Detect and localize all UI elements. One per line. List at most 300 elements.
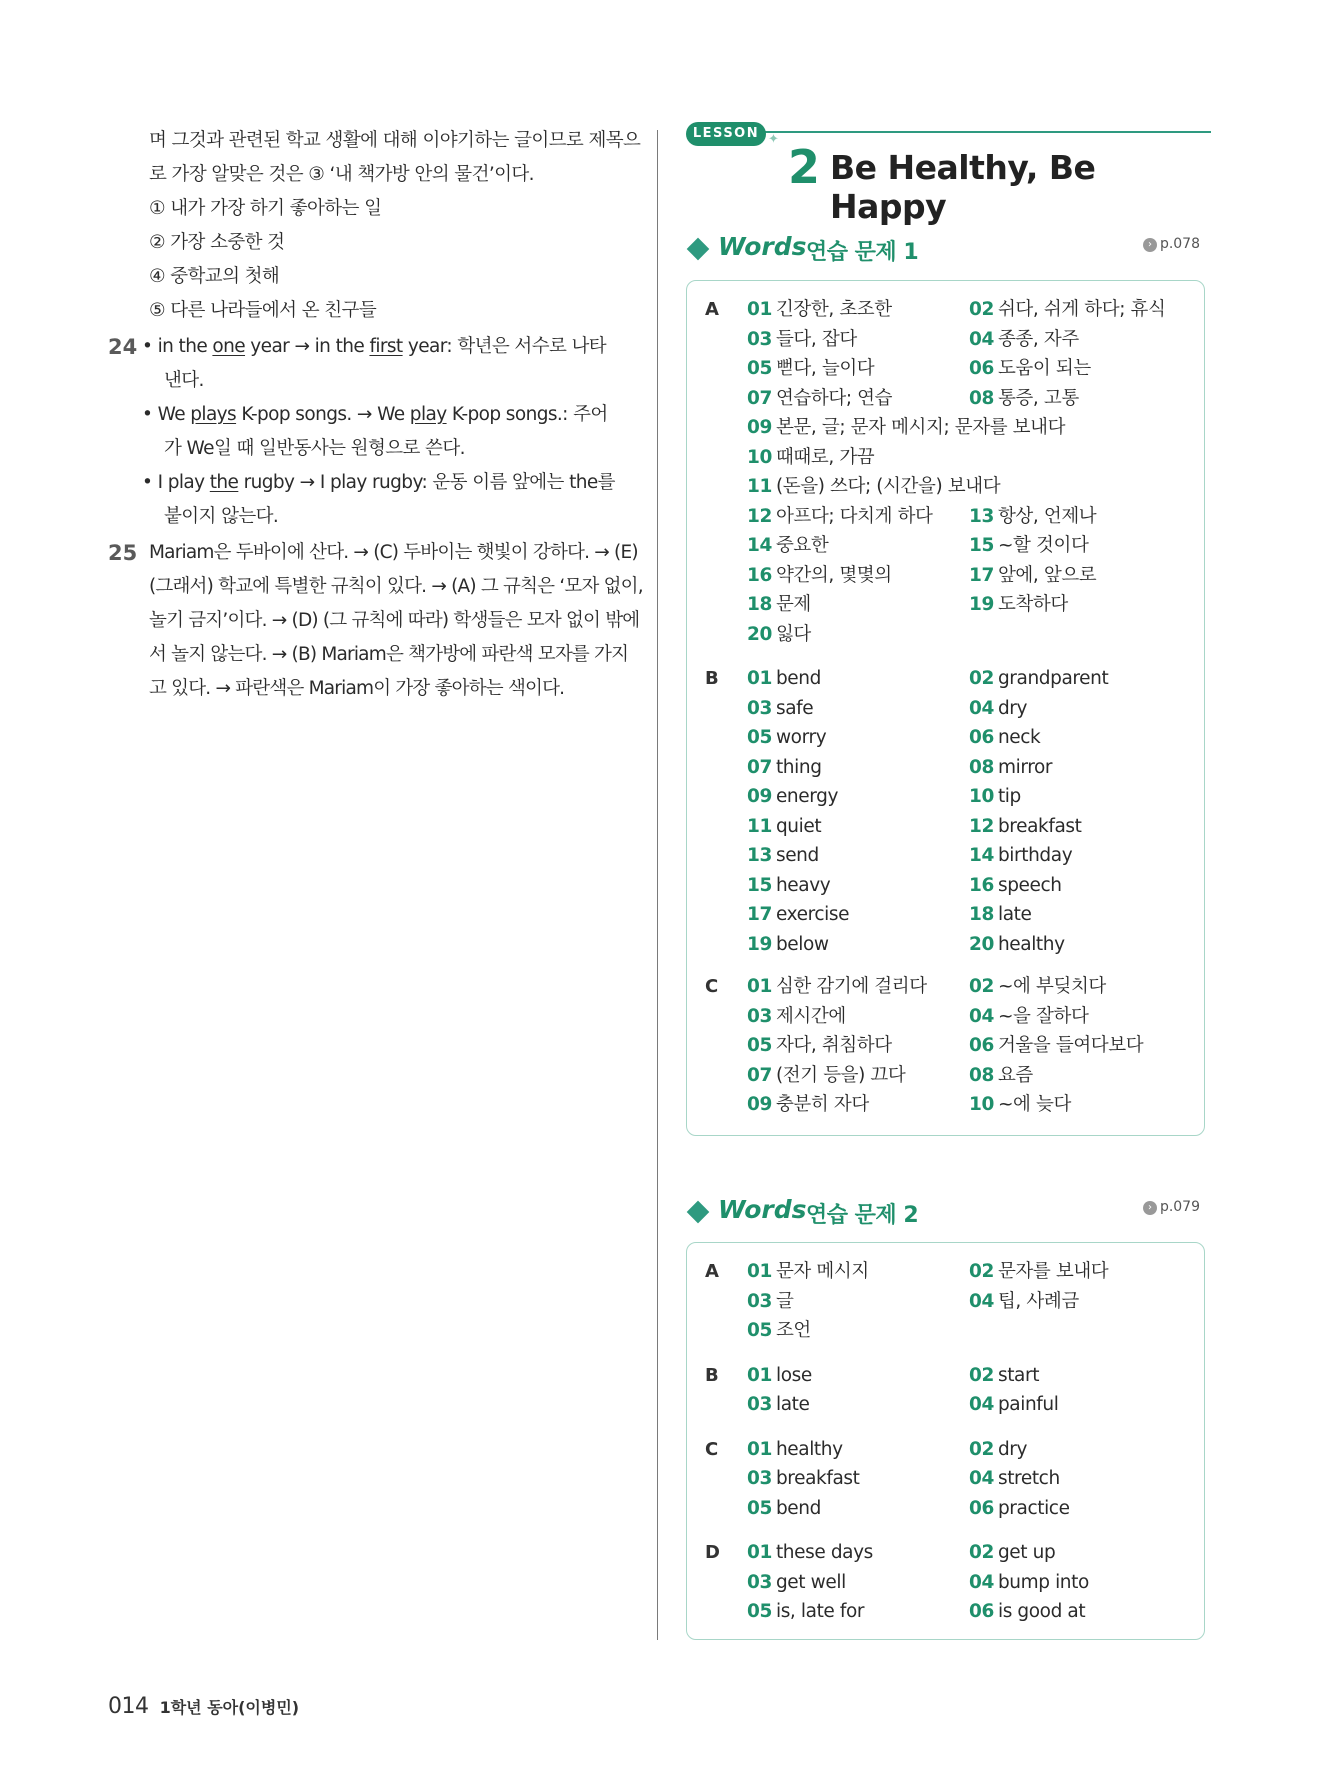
- answer-number: 13: [969, 505, 994, 527]
- answer-item: [747, 1002, 969, 1032]
- answer-item: [969, 871, 1191, 901]
- answer-item: [747, 1031, 969, 1061]
- answer-text: breakfast: [775, 1468, 860, 1489]
- answer-text: 도착하다: [997, 594, 1068, 615]
- answer-text: late: [775, 1394, 810, 1415]
- answer-number: 14: [969, 845, 994, 866]
- question-25: [100, 536, 643, 706]
- text: year → in the: [245, 336, 370, 357]
- answer-item: [969, 384, 1191, 414]
- text: K-pop songs. → We: [236, 404, 410, 425]
- answer-text: 글: [775, 1290, 794, 1312]
- answer-text: lose: [775, 1364, 812, 1386]
- answer-number: 02: [969, 1542, 994, 1563]
- answer-number: 07: [747, 387, 772, 409]
- answer-row: [747, 472, 1204, 502]
- answer-number: 06: [969, 1035, 994, 1056]
- answer-item: [969, 295, 1191, 325]
- answer-text: 종종, 자주: [997, 328, 1079, 350]
- answer-text: ~에 늦다: [997, 1094, 1071, 1115]
- page-ref-text: p.078: [1159, 236, 1200, 252]
- answer-number: 03: [747, 1005, 772, 1027]
- answer-text: practice: [997, 1497, 1070, 1519]
- answer-row: [747, 1464, 1204, 1494]
- answer-number: 06: [969, 1601, 994, 1622]
- answer-row: [747, 1257, 1204, 1287]
- answer-text: 연습하다; 연습: [775, 387, 893, 409]
- answer-number: 09: [747, 417, 772, 438]
- answer-row: [747, 1061, 1204, 1091]
- answer-text: 제시간에: [775, 1005, 846, 1027]
- answer-text: is good at: [997, 1601, 1086, 1622]
- group-label: B: [705, 1364, 719, 1386]
- answer-number: 04: [969, 1290, 994, 1312]
- answer-item: [969, 1361, 1191, 1391]
- answer-number: 12: [747, 505, 772, 527]
- diamond-icon: [687, 1201, 710, 1224]
- answer-text: 뻗다, 늘이다: [775, 358, 875, 379]
- answer-item: [969, 1568, 1191, 1598]
- answer-number: 02: [969, 976, 994, 997]
- answer-number: 13: [747, 845, 772, 866]
- answer-item: [747, 930, 969, 960]
- answer-item: [969, 694, 1191, 724]
- page-ref-text: p.079: [1159, 1199, 1200, 1215]
- text-line: 며 그것과 관련된 학교 생활에 대해 이야기하는 글이므로 제목으: [149, 130, 641, 151]
- answer-text: 약간의, 몇몇의: [775, 564, 892, 586]
- answer-item: [969, 1061, 1191, 1091]
- answer-item: [747, 502, 969, 532]
- answer-item: [969, 561, 1191, 591]
- answer-item: [747, 354, 969, 384]
- answer-item: [969, 753, 1191, 783]
- answer-row: [747, 443, 1204, 473]
- answer-text: 충분히 자다: [775, 1094, 869, 1115]
- column-divider: [657, 130, 658, 1640]
- text: I play: [157, 472, 210, 493]
- answer-item: [747, 1316, 1187, 1346]
- answer-number: 06: [969, 1497, 994, 1519]
- text-continuation: 가 We일 때 일반동사는 원형으로 쓴다.: [164, 438, 465, 459]
- answer-text: is, late for: [775, 1601, 865, 1622]
- answer-item: [747, 664, 969, 694]
- answer-number: 03: [747, 328, 772, 350]
- answer-text: 조언: [775, 1320, 811, 1341]
- answer-item: [747, 723, 969, 753]
- underlined-word: one: [212, 336, 246, 357]
- answer-row: [747, 694, 1204, 724]
- answer-item: [969, 1597, 1191, 1627]
- option-line: ① 내가 가장 하기 좋아하는 일: [149, 198, 382, 219]
- answer-text: thing: [775, 756, 822, 778]
- answer-text: ~을 잘하다: [997, 1005, 1089, 1027]
- answer-number: 04: [969, 1394, 994, 1415]
- answer-item: [747, 753, 969, 783]
- answer-item: [747, 384, 969, 414]
- answer-number: 01: [747, 1438, 772, 1460]
- answer-number: 03: [747, 697, 772, 719]
- answer-item: [747, 620, 1187, 650]
- answer-text: tip: [997, 786, 1021, 807]
- explanation-bullet: [100, 466, 635, 534]
- answer-row: [747, 384, 1204, 414]
- answer-group-C: [687, 1435, 1204, 1524]
- page-reference: [1143, 236, 1200, 252]
- answer-number: 02: [969, 668, 994, 689]
- answer-number: 19: [969, 594, 994, 615]
- text-line: (그래서) 학교에 특별한 규칙이 있다. → (A) 그 규칙은 ‘모자 없이,: [149, 576, 643, 597]
- answer-box-1: [686, 280, 1205, 1136]
- answer-text: 거울을 들여다보다: [997, 1035, 1144, 1056]
- answer-row: [747, 930, 1204, 960]
- bullet-dot: •: [142, 472, 153, 493]
- answer-item: [747, 1287, 969, 1317]
- intro-paragraph: [100, 124, 641, 328]
- answer-row: [747, 1568, 1204, 1598]
- option-line: ② 가장 소중한 것: [149, 232, 285, 253]
- answer-text: bend: [775, 668, 821, 689]
- answer-item: [969, 972, 1191, 1002]
- answer-text: grandparent: [997, 668, 1109, 689]
- answer-item: [747, 1257, 969, 1287]
- answer-item: [747, 1435, 969, 1465]
- answer-item: [969, 325, 1191, 355]
- text-line: Mariam은 두바이에 산다. → (C) 두바이는 햇빛이 강하다. → (E): [149, 542, 638, 563]
- explanation-bullet: [100, 330, 635, 398]
- answer-number: 18: [969, 904, 994, 925]
- answer-item: [969, 1002, 1191, 1032]
- answer-text: worry: [775, 727, 827, 748]
- answer-number: 01: [747, 1261, 772, 1282]
- answer-text: quiet: [775, 815, 822, 837]
- answer-item: [969, 1464, 1191, 1494]
- group-label: D: [705, 1542, 720, 1563]
- answer-text: speech: [997, 874, 1062, 896]
- answer-item: [747, 900, 969, 930]
- answer-number: 01: [747, 976, 772, 997]
- answer-item: [969, 782, 1191, 812]
- section-title-words-2: [686, 1195, 1206, 1231]
- answer-text: 심한 감기에 걸리다: [775, 976, 927, 997]
- answer-number: 09: [747, 1094, 772, 1115]
- option-line: ④ 중학교의 첫해: [149, 266, 280, 287]
- answer-text: start: [997, 1364, 1040, 1386]
- answer-item: [969, 531, 1191, 561]
- underlined-word: first: [369, 336, 403, 357]
- answer-text: 항상, 언제나: [997, 505, 1097, 527]
- answer-item: [969, 1494, 1191, 1524]
- answer-item: [747, 1090, 969, 1120]
- answer-number: 02: [969, 1364, 994, 1386]
- answer-text: 때때로, 가끔: [775, 446, 875, 468]
- answer-number: 02: [969, 1438, 994, 1460]
- answer-row: [747, 531, 1204, 561]
- header-rule: [756, 131, 1211, 133]
- answer-item: [747, 782, 969, 812]
- answer-group-B: [687, 664, 1204, 959]
- answer-row: [747, 1538, 1204, 1568]
- page-reference: [1143, 1199, 1200, 1215]
- lesson-number: 2: [788, 140, 821, 194]
- answer-row: [747, 1597, 1204, 1627]
- answer-number: 01: [747, 1364, 772, 1386]
- answer-item: [747, 295, 969, 325]
- answer-number: 20: [747, 623, 772, 645]
- answer-item: [969, 812, 1191, 842]
- answer-number: 01: [747, 668, 772, 689]
- answer-number: 02: [969, 299, 994, 320]
- answer-number: 08: [969, 387, 994, 409]
- text: year: 학년은 서수로 나타: [402, 336, 607, 357]
- answer-number: 19: [747, 933, 772, 955]
- answer-text: bend: [775, 1497, 821, 1519]
- answer-text: heavy: [775, 874, 831, 896]
- answer-number: 09: [747, 786, 772, 807]
- answer-number: 05: [747, 1035, 772, 1056]
- answer-number: 03: [747, 1290, 772, 1312]
- lesson-title: Be Healthy, Be Happy: [830, 148, 1096, 226]
- text-line: 고 있다. → 파란색은 Mariam이 가장 좋아하는 색이다.: [149, 678, 565, 699]
- diamond-icon: [687, 238, 710, 261]
- bullet-dot: •: [142, 336, 153, 357]
- answer-item: [747, 1361, 969, 1391]
- answer-row: [747, 413, 1204, 443]
- answer-number: 01: [747, 299, 772, 320]
- question-number: 25: [108, 541, 138, 565]
- answer-text: get up: [997, 1542, 1056, 1563]
- underlined-word: the: [209, 472, 239, 493]
- answer-item: [747, 1061, 969, 1091]
- answer-number: 06: [969, 727, 994, 748]
- answer-box-2: [686, 1242, 1205, 1640]
- answer-number: 05: [747, 727, 772, 748]
- answer-item: [747, 325, 969, 355]
- answer-number: 06: [969, 358, 994, 379]
- answer-row: [747, 1361, 1204, 1391]
- answer-row: [747, 1287, 1204, 1317]
- answer-item: [747, 590, 969, 620]
- answer-text: 본문, 글; 문자 메시지; 문자를 보내다: [775, 417, 1066, 438]
- answer-text: 문자를 보내다: [997, 1261, 1109, 1282]
- answer-number: 11: [747, 815, 772, 837]
- answer-text: mirror: [997, 756, 1053, 778]
- answer-number: 14: [747, 535, 772, 556]
- answer-text: 중요한: [775, 535, 829, 556]
- answer-text: dry: [997, 697, 1028, 719]
- answer-number: 11: [747, 476, 772, 497]
- answer-row: [747, 1316, 1204, 1346]
- answer-group-C: [687, 972, 1204, 1120]
- answer-text: 긴장한, 초조한: [775, 299, 892, 320]
- answer-item: [969, 1257, 1191, 1287]
- answer-text: stretch: [997, 1468, 1060, 1489]
- answer-text: late: [997, 904, 1032, 925]
- answer-text: energy: [775, 786, 839, 807]
- answer-number: 04: [969, 1468, 994, 1489]
- answer-text: birthday: [997, 845, 1073, 866]
- answer-item: [747, 871, 969, 901]
- answer-row: [747, 841, 1204, 871]
- answer-number: 10: [747, 446, 772, 468]
- answer-item: [747, 413, 1187, 443]
- answer-number: 15: [969, 535, 994, 556]
- answer-row: [747, 664, 1204, 694]
- answer-text: healthy: [775, 1438, 843, 1460]
- answer-number: 04: [969, 1571, 994, 1593]
- answer-number: 03: [747, 1468, 772, 1489]
- answer-row: [747, 1390, 1204, 1420]
- answer-text: ~에 부딪치다: [997, 976, 1106, 997]
- answer-item: [747, 1538, 969, 1568]
- answer-text: these days: [775, 1542, 873, 1563]
- answer-text: breakfast: [997, 815, 1082, 837]
- answer-item: [969, 930, 1191, 960]
- answer-group-A: [687, 1257, 1204, 1346]
- answer-item: [969, 1390, 1191, 1420]
- text-continuation: 붙이지 않는다.: [164, 506, 279, 527]
- text-line: 로 가장 알맞은 것은 ③ ‘내 책가방 안의 물건’이다.: [149, 164, 534, 185]
- page-number: 014: [108, 1694, 149, 1719]
- text: in the: [157, 336, 213, 357]
- answer-row: [747, 812, 1204, 842]
- group-label: C: [705, 976, 719, 997]
- group-label: C: [705, 1438, 719, 1460]
- answer-item: [969, 1538, 1191, 1568]
- answer-item: [747, 561, 969, 591]
- question-24: [100, 330, 635, 534]
- answer-number: 10: [969, 786, 994, 807]
- section-words-label: Words: [718, 232, 807, 261]
- page-footer: [108, 1694, 299, 1719]
- answer-number: 05: [747, 358, 772, 379]
- answer-text: 잃다: [775, 623, 811, 645]
- answer-row: [747, 1002, 1204, 1032]
- text-continuation: 낸다.: [164, 370, 204, 391]
- answer-number: 04: [969, 697, 994, 719]
- text: We: [157, 404, 191, 425]
- answer-item: [747, 1390, 969, 1420]
- answer-number: 16: [747, 564, 772, 586]
- answer-row: [747, 972, 1204, 1002]
- question-number: 24: [108, 335, 138, 359]
- answer-text: 앞에, 앞으로: [997, 564, 1097, 586]
- answer-number: 08: [969, 756, 994, 778]
- answer-number: 04: [969, 1005, 994, 1027]
- group-label: A: [705, 299, 719, 320]
- answer-text: healthy: [997, 933, 1065, 955]
- text: K-pop songs.: 주어: [446, 404, 608, 425]
- answer-text: exercise: [775, 904, 850, 925]
- answer-number: 07: [747, 756, 772, 778]
- answer-item: [747, 841, 969, 871]
- answer-text: send: [775, 845, 819, 866]
- lesson-header: [686, 122, 1211, 226]
- answer-item: [747, 1568, 969, 1598]
- answer-row: [747, 782, 1204, 812]
- answer-item: [969, 1031, 1191, 1061]
- sparkle-icon: ✦: [768, 132, 779, 147]
- answer-number: 15: [747, 874, 772, 896]
- answer-text: 통증, 고통: [997, 387, 1079, 409]
- answer-number: 03: [747, 1571, 772, 1593]
- answer-row: [747, 561, 1204, 591]
- answer-number: 03: [747, 1394, 772, 1415]
- underlined-word: play: [409, 404, 447, 425]
- arrow-right-icon: ›: [1143, 238, 1157, 252]
- answer-text: (전기 등을) 끄다: [775, 1064, 906, 1086]
- answer-text: 팁, 사례금: [997, 1290, 1079, 1312]
- group-label: B: [705, 668, 719, 689]
- group-label: A: [705, 1261, 719, 1282]
- answer-text: 도움이 되는: [997, 358, 1091, 379]
- answer-row: [747, 502, 1204, 532]
- section-title-words-1: [686, 232, 1206, 268]
- answer-row: [747, 1435, 1204, 1465]
- answer-item: [747, 694, 969, 724]
- answer-number: 16: [969, 874, 994, 896]
- lesson-badge: LESSON: [686, 122, 766, 146]
- answer-item: [969, 1287, 1191, 1317]
- answer-row: [747, 753, 1204, 783]
- answer-item: [747, 812, 969, 842]
- answer-item: [969, 590, 1191, 620]
- section-subtitle: 연습 문제 2: [806, 1203, 919, 1228]
- answer-number: 02: [969, 1261, 994, 1282]
- answer-number: 04: [969, 328, 994, 350]
- answer-text: 자다, 취침하다: [775, 1035, 892, 1056]
- left-column: [100, 124, 643, 706]
- answer-number: 05: [747, 1601, 772, 1622]
- answer-number: 08: [969, 1064, 994, 1086]
- answer-row: [747, 1494, 1204, 1524]
- answer-number: 07: [747, 1064, 772, 1086]
- answer-text: 들다, 잡다: [775, 328, 857, 350]
- answer-item: [969, 1435, 1191, 1465]
- answer-text: (돈을) 쓰다; (시간을) 보내다: [775, 476, 1001, 497]
- section-words-label: Words: [718, 1195, 807, 1224]
- answer-row: [747, 1090, 1204, 1120]
- answer-text: 아프다; 다치게 하다: [775, 505, 933, 527]
- answer-text: ~할 것이다: [997, 535, 1089, 556]
- answer-number: 20: [969, 933, 994, 955]
- answer-row: [747, 723, 1204, 753]
- footer-title: 1학년 동아(이병민): [159, 1698, 300, 1717]
- text: rugby → I play rugby: 운동 이름 앞에는 the를: [238, 472, 615, 493]
- answer-row: [747, 900, 1204, 930]
- answer-item: [747, 972, 969, 1002]
- answer-row: [747, 620, 1204, 650]
- answer-number: 01: [747, 1542, 772, 1563]
- arrow-right-icon: ›: [1143, 1201, 1157, 1215]
- answer-item: [747, 531, 969, 561]
- answer-text: get well: [775, 1571, 846, 1593]
- answer-row: [747, 1031, 1204, 1061]
- answer-number: 05: [747, 1320, 772, 1341]
- answer-text: bump into: [997, 1571, 1089, 1593]
- answer-item: [747, 443, 1187, 473]
- answer-number: 05: [747, 1497, 772, 1519]
- answer-item: [969, 841, 1191, 871]
- option-line: ⑤ 다른 나라들에서 온 친구들: [149, 300, 377, 321]
- answer-item: [969, 900, 1191, 930]
- answer-row: [747, 590, 1204, 620]
- answer-text: neck: [997, 727, 1041, 748]
- answer-text: safe: [775, 697, 814, 719]
- underlined-word: plays: [190, 404, 237, 425]
- answer-text: 요즘: [997, 1064, 1033, 1086]
- answer-item: [969, 1090, 1191, 1120]
- answer-item: [969, 502, 1191, 532]
